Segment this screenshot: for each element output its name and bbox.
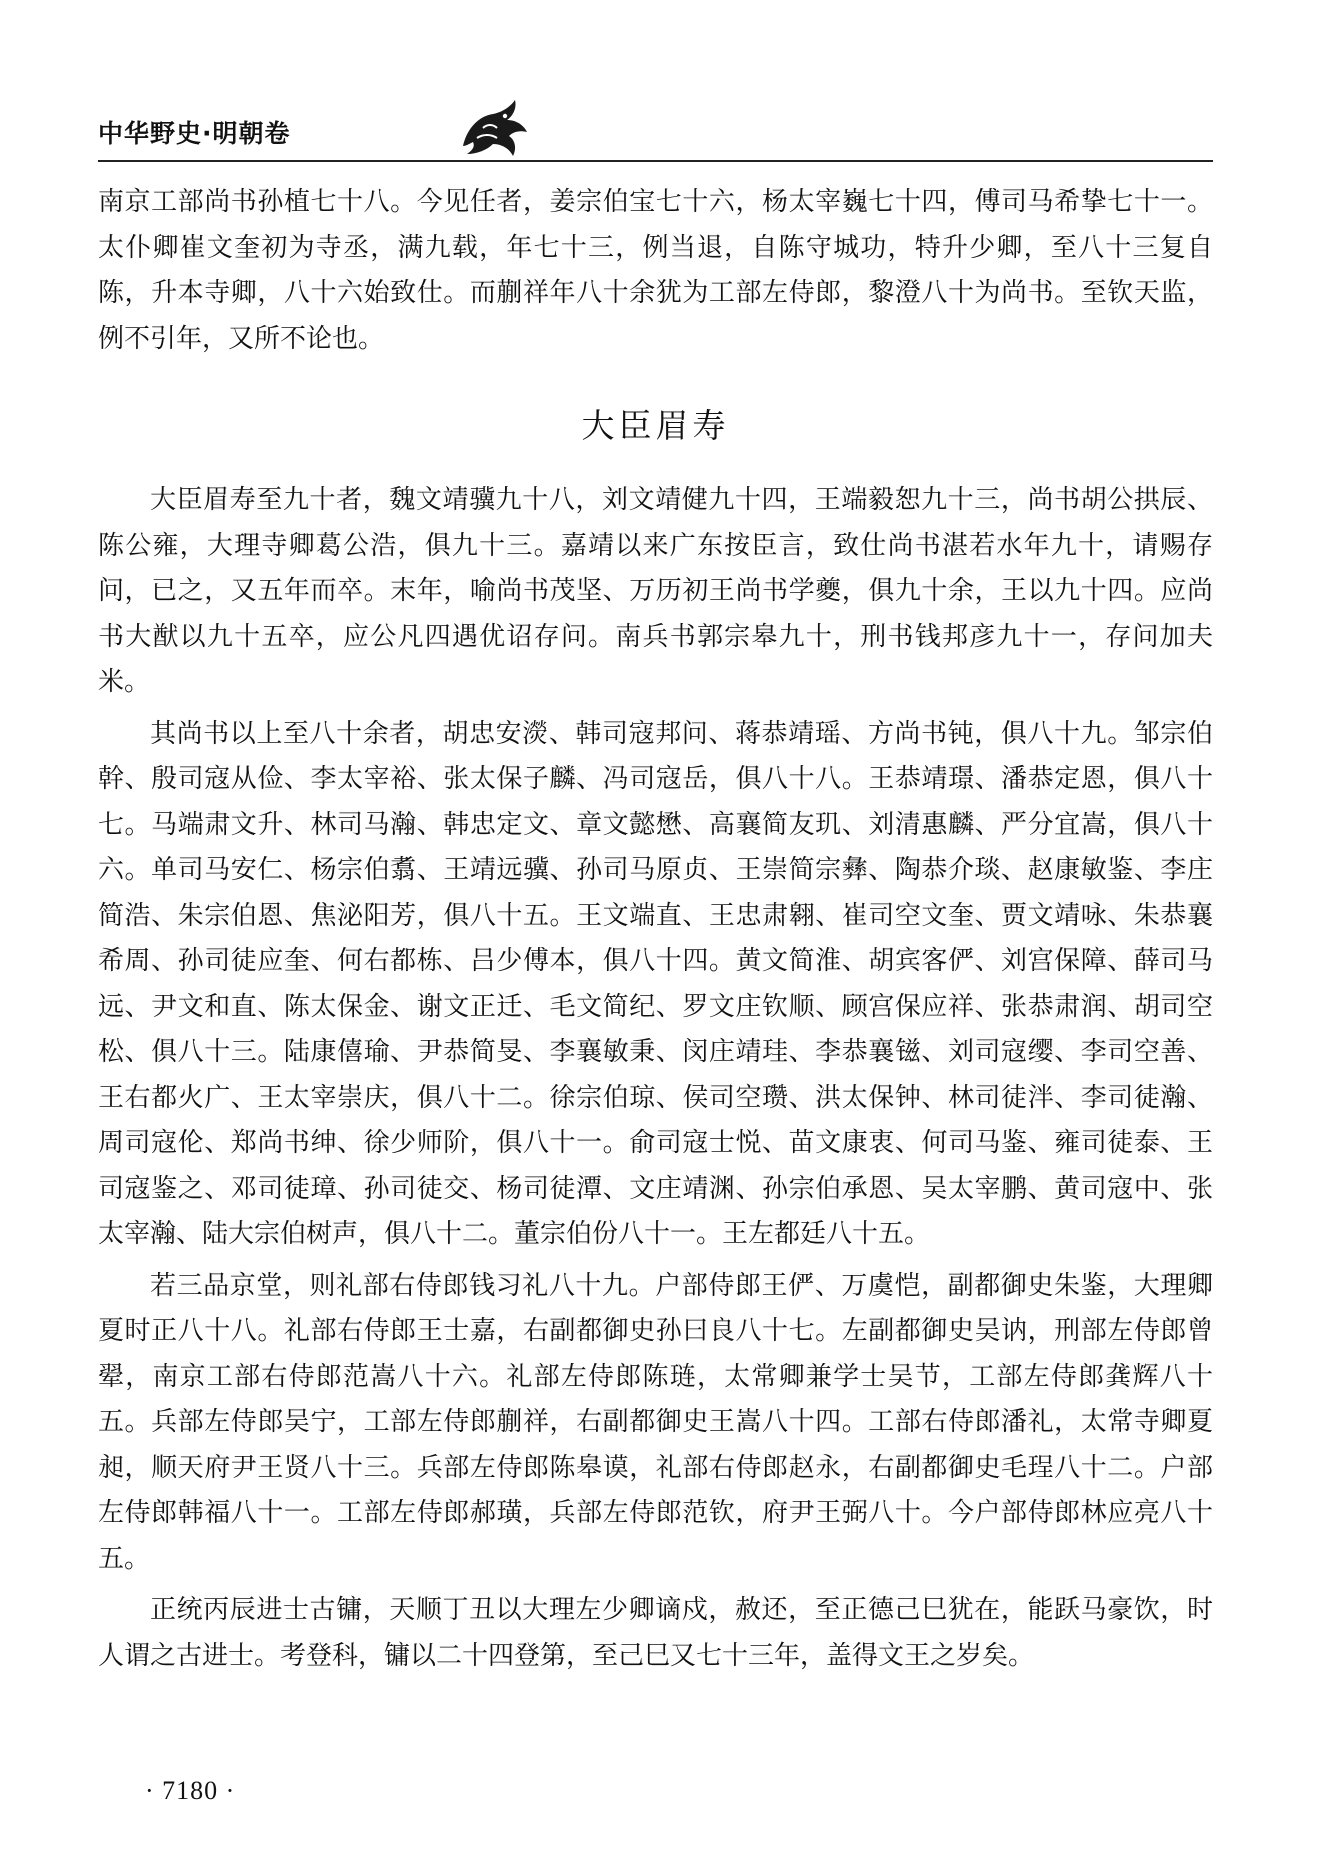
- section-body: [98, 478, 1213, 1685]
- page-header: [98, 108, 1213, 168]
- dragon-emblem-icon: [453, 98, 533, 160]
- section-paragraph: 大臣眉寿至九十者，魏文靖骥九十八，刘文靖健九十四，王端毅恕九十三，尚书胡公拱辰、陈公雍，大理寺卿葛公浩，俱九十三。嘉靖以来广东按臣言，致仕尚书湛若水年九十，请赐存问，已之，又五年而卒。末年，喻尚书茂坚、万历初王尚书学夔，俱九十余，王以九十四。应尚书大猷以九十五卒，应公凡四遇优诏存问。南兵书郭宗皋九十，刑书钱邦彦九十一，存问加夫米。: [98, 485, 1213, 697]
- header-rule: [98, 160, 1213, 162]
- section-paragraph: 若三品京堂，则礼部右侍郎钱习礼八十九。户部侍郎王俨、万虞恺，副都御史朱鉴，大理卿夏时正八十八。礼部右侍郎王士嘉，右副都御史孙曰良八十七。左副都御史吴讷，刑部左侍郎曾翚，南京工部右侍郎范嵩八十六。礼部左侍郎陈琏，太常卿兼学士吴节，工部左侍郎龚辉八十五。兵部左侍郎吴宁，工部左侍郎蒯祥，右副都御史王嵩八十四。工部右侍郎潘礼，太常寺卿夏昶，顺天府尹王贤八十三。兵部左侍郎陈皋谟，礼部右侍郎赵永，右副都御史毛珵八十二。户部左侍郎韩福八十一。工部左侍郎郝璜，兵部左侍郎范钦，府尹王弼八十。今户部侍郎林应亮八十五。: [98, 1270, 1213, 1574]
- page-number: · 7180 ·: [145, 1776, 236, 1805]
- section-paragraph: 正统丙辰进士古镛，天顺丁丑以大理左少卿谪戍，赦还，至正德己巳犹在，能跃马豪饮，时人谓之古进士。考登科，镛以二十四登第，至己巳又七十三年，盖得文王之岁矣。: [98, 1595, 1213, 1671]
- running-title: 中华野史·明朝卷: [98, 119, 291, 148]
- section-paragraph: 其尚书以上至八十余者，胡忠安濙、韩司寇邦问、蒋恭靖瑶、方尚书钝，俱八十九。邹宗伯幹、殷司寇从俭、李太宰裕、张太保子麟、冯司寇岳，俱八十八。王恭靖璟、潘恭定恩，俱八十七。马端肃文升、林司马瀚、韩忠定文、章文懿懋、高襄简友玑、刘清惠麟、严分宜嵩，俱八十六。单司马安仁、杨宗伯翥、王靖远骥、孙司马原贞、王崇简宗彝、陶恭介琰、赵康敏鉴、李庄简浩、朱宗伯恩、焦泌阳芳，俱八十五。王文端直、王忠肃翱、崔司空文奎、贾文靖咏、朱恭襄希周、孙司徒应奎、何右都栋、吕少傅本，俱八十四。黄文简淮、胡宾客俨、刘宫保障、薛司马远、尹文和直、陈太保金、谢文正迁、毛文简纪、罗文庄钦顺、顾宫保应祥、张恭肃润、胡司空松、俱八十三。陆康僖瑜、尹恭简旻、李襄敏秉、闵庄靖珪、李恭襄镃、刘司寇缨、李司空善、王右都火广、王太宰崇庆，俱八十二。徐宗伯琼、侯司空瓒、洪太保钟、林司徒泮、李司徒瀚、周司寇伦、郑尚书绅、徐少师阶，俱八十一。俞司寇士悦、苗文康衷、何司马鉴、雍司徒泰、王司寇鉴之、邓司徒璋、孙司徒交、杨司徒潭、文庄靖渊、孙宗伯承恩、吴太宰鹏、黄司寇中、张太宰瀚、陆大宗伯树声，俱八十二。董宗伯份八十一。王左都廷八十五。: [98, 718, 1213, 1249]
- continuation-paragraph: 南京工部尚书孙植七十八。今见任者，姜宗伯宝七十六，杨太宰巍七十四，傅司马希挚七十一。太仆卿崔文奎初为寺丞，满九载，年七十三，例当退，自陈守城功，特升少卿，至八十三复自陈，升本寺卿，八十六始致仕。而蒯祥年八十余犹为工部左侍郎，黎澄八十为尚书。至钦天监，例不引年，又所不论也。: [98, 187, 1213, 354]
- section-title: 大臣眉寿: [581, 406, 730, 445]
